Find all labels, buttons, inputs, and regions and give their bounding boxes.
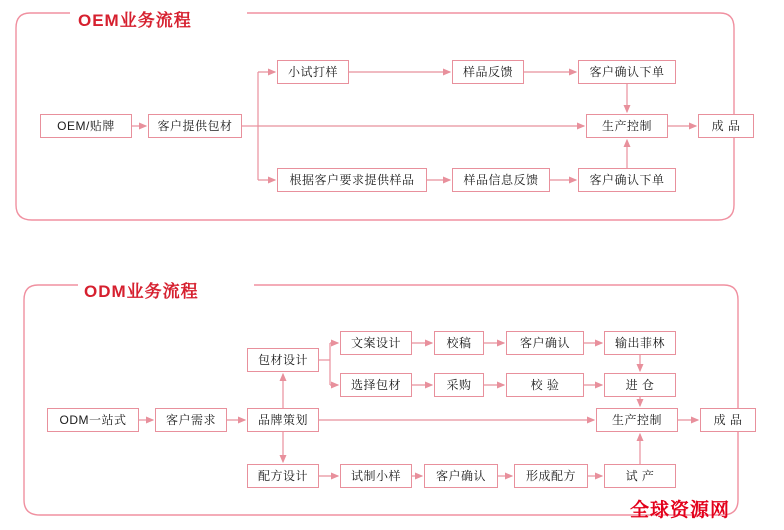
node-oem-production-control[interactable]: 生产控制 xyxy=(586,114,668,138)
node-odm-formula-design[interactable]: 配方设计 xyxy=(247,464,319,488)
node-oem-sample-info[interactable]: 样品信息反馈 xyxy=(452,168,550,192)
node-odm-trial-sample[interactable]: 试制小样 xyxy=(340,464,412,488)
node-oem-finished-product[interactable]: 成 品 xyxy=(698,114,754,138)
node-oem-package[interactable]: 客户提供包材 xyxy=(148,114,242,138)
node-odm-purchase[interactable]: 采购 xyxy=(434,373,484,397)
node-odm-finished-product[interactable]: 成 品 xyxy=(700,408,756,432)
node-odm-warehousing[interactable]: 进 仓 xyxy=(604,373,676,397)
node-odm-select-package[interactable]: 选择包材 xyxy=(340,373,412,397)
node-oem-trial[interactable]: 小试打样 xyxy=(277,60,349,84)
oem-section-title: OEM业务流程 xyxy=(78,11,192,30)
node-oem-start[interactable]: OEM/贴牌 xyxy=(40,114,132,138)
node-odm-package-design[interactable]: 包材设计 xyxy=(247,348,319,372)
node-oem-feedback[interactable]: 样品反馈 xyxy=(452,60,524,84)
node-odm-formula-finalize[interactable]: 形成配方 xyxy=(514,464,588,488)
node-odm-proofreading[interactable]: 校稿 xyxy=(434,331,484,355)
node-odm-copy-design[interactable]: 文案设计 xyxy=(340,331,412,355)
node-odm-pilot-production[interactable]: 试 产 xyxy=(604,464,676,488)
node-odm-brand-planning[interactable]: 品牌策划 xyxy=(247,408,319,432)
watermark-text: 全球资源网 xyxy=(630,500,731,521)
node-odm-customer-confirm-1[interactable]: 客户确认 xyxy=(506,331,584,355)
node-odm-start[interactable]: ODM一站式 xyxy=(47,408,139,432)
node-odm-demand[interactable]: 客户需求 xyxy=(155,408,227,432)
node-oem-confirm-order-2[interactable]: 客户确认下单 xyxy=(578,168,676,192)
node-odm-customer-confirm-2[interactable]: 客户确认 xyxy=(424,464,498,488)
node-odm-inspection[interactable]: 校 验 xyxy=(506,373,584,397)
node-oem-sample[interactable]: 根据客户要求提供样品 xyxy=(277,168,427,192)
odm-section-title: ODM业务流程 xyxy=(84,282,199,301)
node-odm-film-output[interactable]: 输出菲林 xyxy=(604,331,676,355)
node-odm-production-control[interactable]: 生产控制 xyxy=(596,408,678,432)
node-oem-confirm-order-1[interactable]: 客户确认下单 xyxy=(578,60,676,84)
